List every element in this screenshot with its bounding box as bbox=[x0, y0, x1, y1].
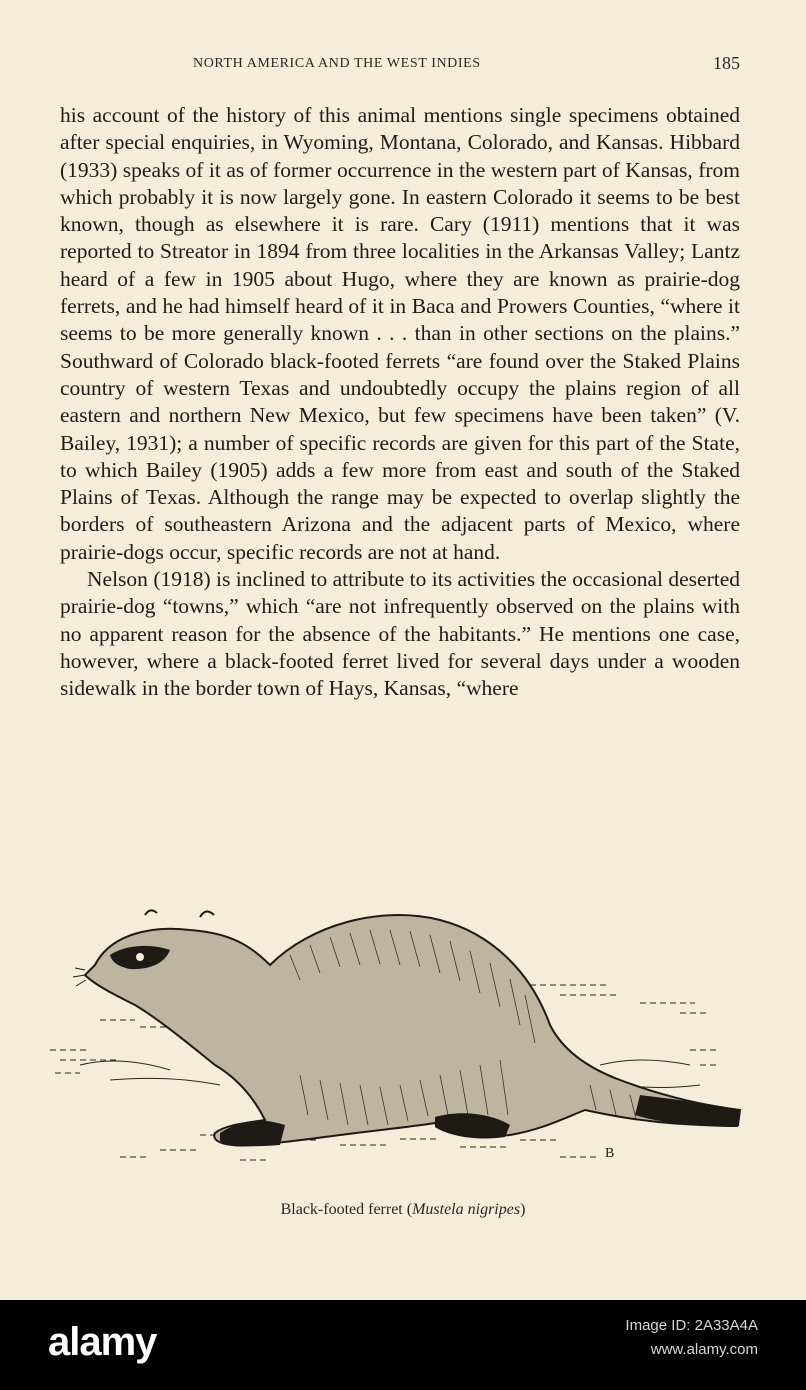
image-id: Image ID: 2A33A4A bbox=[625, 1317, 758, 1334]
brand-logo: alamy bbox=[48, 1320, 157, 1364]
body-text bbox=[60, 102, 740, 703]
paragraph-1: his account of the history of this animal mentions single specimens obtained after special enquiries, in Wyoming, Montana, Colorado, and Kansas. Hibbard (1933) speaks of it as of former occurrence in the western part of Kansas, from which probably it is now largely gone. In eastern Colorado it seems to be best known, though as elsewhere it is rare. Cary (1911) mentions that it was reported to Streator in 1894 from three localities in the Arkansas Valley; Lantz heard of a few in 1905 about Hugo, where they are known as prairie-dog ferrets, and he had himself heard of it in Baca and Prowers Counties, “where it seems to be more generally known . . . than in other sections on the plains.” Southward of Colorado black-footed ferrets “are found over the Staked Plains country of western Texas and undoubtedly occupy the plains region of all eastern and northern New Mexico, but few specimens have been taken” (V. Bailey, 1931); a number of specific records are given for this part of the State, to which Bailey (1905) adds a few more from east and south of the Staked Plains of Texas. Although the range may be expected to overlap slightly the borders of southeastern Arizona and the adjacent parts of Mexico, where prairie-dogs occur, specific records are not at hand. bbox=[60, 103, 740, 564]
site-url: www.alamy.com bbox=[650, 1341, 758, 1358]
ferret-illustration bbox=[40, 895, 750, 1195]
caption-suffix: ) bbox=[520, 1201, 526, 1218]
artist-monogram: B bbox=[605, 1146, 615, 1161]
figure-caption bbox=[0, 1201, 806, 1219]
image-id-block bbox=[625, 1314, 758, 1362]
running-header bbox=[60, 53, 740, 76]
caption-prefix: Black-footed ferret ( bbox=[280, 1201, 413, 1218]
caption-species: Mustela nigripes bbox=[412, 1201, 521, 1218]
paragraph-2: Nelson (1918) is inclined to attribute to its activities the occasional deserted prairie-dog “towns,” which “are not infrequently observed on the plains with no apparent reason for the absence of the habitants.” He mentions one case, however, where a black-footed ferret lived for several days under a wooden sidewalk in the border town of Hays, Kansas, “where bbox=[60, 567, 740, 701]
page-number: 185 bbox=[713, 53, 740, 73]
running-title: NORTH AMERICA AND THE WEST INDIES bbox=[193, 56, 481, 71]
watermark-banner bbox=[0, 1300, 806, 1390]
